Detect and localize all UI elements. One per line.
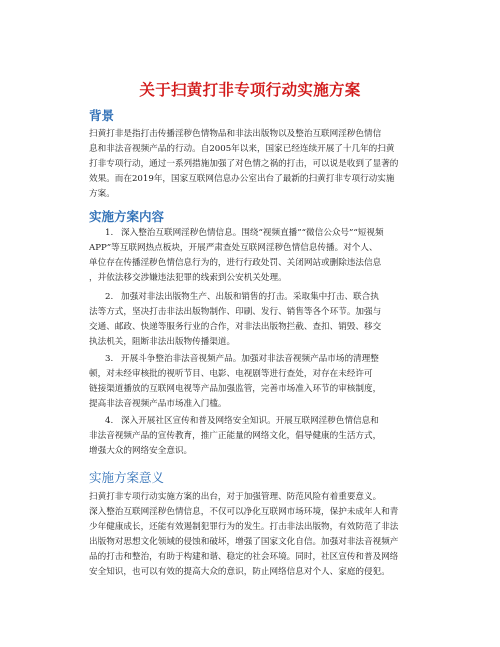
- paragraph-line: 出版物对思想文化领域的侵蚀和破坏，增强了国家文化自信。加强对非法音视频产: [89, 537, 399, 547]
- item-line: 深入整治互联网淫秽色情信息。围绕“视频直播”“微信公众号”“短视频: [121, 228, 384, 238]
- section-heading-background: 背景: [89, 108, 115, 123]
- paragraph-line: 效果。而在2019年，国家互联网信息办公室出台了最新的扫黄打非专项行动实施: [89, 174, 395, 184]
- paragraph-line: 安全知识，也可以有效的提高大众的意识，防止网络信息对个人、家庭的侵犯。: [89, 567, 390, 577]
- list-item: [89, 352, 411, 412]
- item-line: 开展斗争整治非法音视频产品。加强对非法音视频产品市场的清理整: [121, 354, 379, 364]
- paragraph-line: 打非专项行动，通过一系列措施加强了对色情之祸的打击，可以说是收到了显著的: [89, 159, 399, 169]
- paragraph-line: 方案。: [89, 189, 115, 199]
- list-item: [89, 226, 411, 286]
- list-item: [89, 290, 411, 350]
- item-line: 法等方式，坚决打击非法出版物制作、印刷、发行、销售等各个环节。加强与: [89, 307, 382, 317]
- paragraph-line: 少年健康成长，还能有效遏制犯罪行为的发生。打击非法出版物，有效防范了非法: [89, 522, 399, 532]
- item-number: 4.: [105, 416, 114, 426]
- item-line: 增强大众的网络安全意识。: [89, 446, 193, 456]
- item-number: 2.: [105, 292, 114, 302]
- item-line: APP”等互联网热点板块，开展严肃查处互联网淫秽色情信息传播。对个人、: [89, 243, 378, 253]
- section-heading-content: 实施方案内容: [89, 209, 165, 224]
- item-line: 交通、邮政、快递等服务行业的合作，对非法出版物拦截、查扣、销毁、移交: [89, 322, 382, 332]
- paragraph-line: 息和非法音视频产品的行动。自2005年以来，国家已经连续开展了十几年的扫黄: [89, 144, 395, 154]
- paragraph-line: 扫黄打非专项行动实施方案的出台，对于加强管理、防范风险有着重要意义。: [89, 492, 382, 502]
- item-line: 顿，对未经审核批的视听节目、电影、电视剧等进行查处，对存在未经许可: [89, 369, 373, 379]
- section-heading-significance: 实施方案意义: [89, 470, 165, 485]
- document-title: 关于扫黄打非专项行动实施方案: [139, 80, 361, 99]
- significance-paragraph: [89, 490, 411, 580]
- item-number: 1.: [105, 228, 114, 238]
- item-line: 加强对非法出版物生产、出版和销售的打击。采取集中打击、联合执: [121, 292, 379, 302]
- item-number: 3.: [105, 354, 114, 364]
- item-line: ，并依法移交涉嫌违法犯罪的线索到公安机关处理。: [89, 273, 287, 283]
- item-line: 执法机关，阻断非法出版物传播渠道。: [89, 337, 236, 347]
- item-line: 深入开展社区宣传和普及网络安全知识。开展互联网淫秽色情信息和: [121, 416, 379, 426]
- paragraph-line: 扫黄打非是指打击传播淫秽色情物品和非法出版物以及整治互联网淫秽色情信: [89, 129, 382, 139]
- background-paragraph: [89, 127, 411, 202]
- item-line: 链接渠道播放的互联网电视等产品加强监管，完善市场准入环节的审核制度，: [89, 384, 382, 394]
- paragraph-line: 品的打击和整治，有助于构建和谐、稳定的社会环境。同时，社区宣传和普及网络: [89, 552, 399, 562]
- paragraph-line: 深入整治互联网淫秽色情信息，不仅可以净化互联网市场环境，保护未成年人和青: [89, 507, 399, 517]
- item-line: 单位存在传播淫秽色情信息行为的，进行行政处罚、关闭网站或删除违法信息: [89, 258, 382, 268]
- item-line: 提高非法音视频产品市场准入门槛。: [89, 399, 227, 409]
- item-line: 非法音视频产品的宣传教育，推广正能量的网络文化，倡导健康的生活方式，: [89, 431, 382, 441]
- list-item: [89, 414, 411, 459]
